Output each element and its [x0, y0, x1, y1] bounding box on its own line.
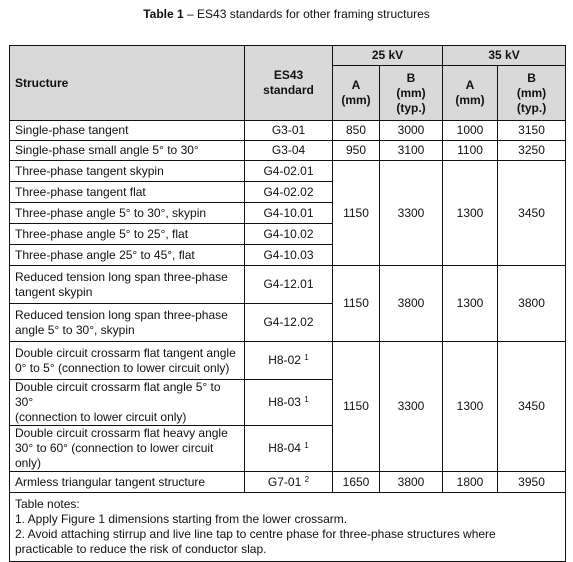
- b35-cell: 3150: [498, 121, 566, 141]
- standard-cell: [245, 141, 333, 161]
- header-b-line2: (mm): [396, 85, 426, 100]
- a25-cell: 1150: [333, 161, 380, 266]
- a35-cell: 1300: [443, 342, 498, 472]
- table-caption: [0, 6, 573, 22]
- table-notes-row: [10, 493, 566, 562]
- standard-cell: [245, 266, 333, 304]
- structure-cell: [10, 304, 245, 342]
- header-35kv: 35 kV: [443, 46, 566, 66]
- structure-line: 0° to 5° (connection to lower circuit only): [15, 360, 230, 375]
- header-structure: Structure: [10, 46, 245, 121]
- b35-cell: 3450: [498, 161, 566, 266]
- structure-cell: Single-phase small angle 5° to 30°: [10, 141, 245, 161]
- table-row: [10, 161, 566, 182]
- header-a-line2: (mm): [341, 93, 371, 107]
- b25-cell: 3800: [380, 266, 443, 342]
- header-b-line3: (typ.): [516, 100, 547, 115]
- standard-cell: [245, 121, 333, 141]
- standard-code: G4-12.02: [263, 315, 314, 329]
- header-a-line2: (mm): [455, 93, 485, 107]
- header-row-voltage: [10, 46, 566, 66]
- note-2-line2: practicable to reduce the risk of conductor slap.: [15, 542, 267, 556]
- structure-line: Double circuit crossarm flat heavy angle: [15, 426, 228, 440]
- a35-cell: 1800: [443, 472, 498, 493]
- table-row: [10, 472, 566, 493]
- header-b-35kv: [498, 66, 566, 121]
- notes-title: Table notes:: [15, 497, 80, 511]
- header-b-25kv: [380, 66, 443, 121]
- a35-cell: 1000: [443, 121, 498, 141]
- standard-cell: [245, 245, 333, 266]
- structure-line: Double circuit crossarm flat tangent angle: [15, 345, 236, 360]
- structure-line: (connection to lower circuit only): [15, 410, 187, 424]
- table-row: [10, 121, 566, 141]
- header-a-line1: A: [465, 78, 475, 92]
- structure-cell: Single-phase tangent: [10, 121, 245, 141]
- structure-cell: Three-phase angle 25° to 45°, flat: [10, 245, 245, 266]
- standard-cell: [245, 380, 333, 426]
- header-es43-standard: [245, 46, 333, 121]
- structure-cell: Three-phase tangent skypin: [10, 161, 245, 182]
- structure-cell: [10, 380, 245, 426]
- header-25kv: 25 kV: [333, 46, 443, 66]
- a35-cell: 1300: [443, 266, 498, 342]
- standard-code: G3-04: [271, 143, 306, 157]
- standard-cell: [245, 161, 333, 182]
- header-a-25kv: [333, 66, 380, 121]
- footnote-marker: 2: [304, 474, 310, 484]
- header-es43-line2: standard: [263, 83, 314, 97]
- caption-label: Table 1: [143, 7, 184, 21]
- structure-line: 30° to 60° (connection to lower circuit only): [15, 441, 214, 470]
- a35-cell: 1100: [443, 141, 498, 161]
- a25-cell: 850: [333, 121, 380, 141]
- standard-code: G4-02.01: [263, 163, 314, 178]
- header-b-line1: B: [527, 70, 536, 85]
- structure-cell: Three-phase angle 5° to 25°, flat: [10, 224, 245, 245]
- b25-cell: 3300: [380, 161, 443, 266]
- standard-code: G4-12.01: [263, 277, 314, 291]
- a35-cell: 1300: [443, 161, 498, 266]
- structure-line: Reduced tension long span three-phase: [15, 269, 228, 284]
- footnote-marker: 1: [304, 353, 309, 362]
- a25-cell: 1650: [333, 472, 380, 493]
- b35-cell: 3450: [498, 342, 566, 472]
- note-2-line1: 2. Avoid attaching stirrup and live line tap to centre phase for three-phase structures where: [15, 527, 496, 541]
- header-b-line2: (mm): [516, 85, 547, 100]
- a25-cell: 1150: [333, 342, 380, 472]
- b35-cell: 3950: [498, 472, 566, 493]
- standard-cell: [245, 472, 333, 493]
- structure-cell: Three-phase tangent flat: [10, 182, 245, 203]
- footnote-marker: 1: [304, 441, 309, 450]
- structure-cell: Three-phase angle 5° to 30°, skypin: [10, 203, 245, 224]
- b35-cell: 3800: [498, 266, 566, 342]
- standard-cell: [245, 224, 333, 245]
- structure-cell: [10, 426, 245, 472]
- b25-cell: 3300: [380, 342, 443, 472]
- standard-code: G4-10.01: [263, 205, 314, 220]
- standard-code: G4-10.02: [263, 226, 314, 241]
- standard-code: H8-02: [268, 353, 301, 367]
- structure-cell: Armless triangular tangent structure: [10, 472, 245, 493]
- a25-cell: 950: [333, 141, 380, 161]
- b25-cell: 3800: [380, 472, 443, 493]
- standard-code: H8-03: [268, 395, 301, 409]
- b25-cell: 3100: [380, 141, 443, 161]
- table-row: [10, 141, 566, 161]
- standard-cell: [245, 342, 333, 380]
- standard-cell: [245, 203, 333, 224]
- standard-code: G3-01: [271, 123, 306, 137]
- header-b-line3: (typ.): [396, 100, 426, 115]
- structure-line: tangent skypin: [15, 284, 93, 299]
- header-es43-line1: ES43: [273, 68, 304, 82]
- header-a-35kv: [443, 66, 498, 121]
- table-notes: [10, 493, 566, 562]
- header-b-line1: B: [406, 70, 416, 85]
- b25-cell: 3000: [380, 121, 443, 141]
- structure-line: Reduced tension long span three-phase: [15, 307, 228, 322]
- note-1: 1. Apply Figure 1 dimensions starting from the lower crossarm.: [15, 512, 348, 526]
- structure-line: angle 5° to 30°, skypin: [15, 322, 135, 337]
- structure-cell: [10, 342, 245, 380]
- caption-text: – ES43 standards for other framing structures: [183, 7, 430, 21]
- standard-code: G4-02.02: [263, 184, 314, 199]
- framing-standards-table: [9, 45, 566, 562]
- b35-cell: 3250: [498, 141, 566, 161]
- structure-line: Double circuit crossarm flat angle 5° to 30°: [15, 380, 221, 409]
- standard-code: G4-10.03: [263, 247, 314, 262]
- table-row: [10, 266, 566, 304]
- table-row: [10, 342, 566, 380]
- standard-code: H8-04: [268, 441, 301, 455]
- standard-cell: [245, 304, 333, 342]
- structure-cell: [10, 266, 245, 304]
- a25-cell: 1150: [333, 266, 380, 342]
- standard-code: G7-01: [267, 474, 302, 489]
- header-a-line1: A: [351, 78, 361, 92]
- standard-cell: [245, 182, 333, 203]
- footnote-marker: 1: [304, 395, 309, 404]
- standard-cell: [245, 426, 333, 472]
